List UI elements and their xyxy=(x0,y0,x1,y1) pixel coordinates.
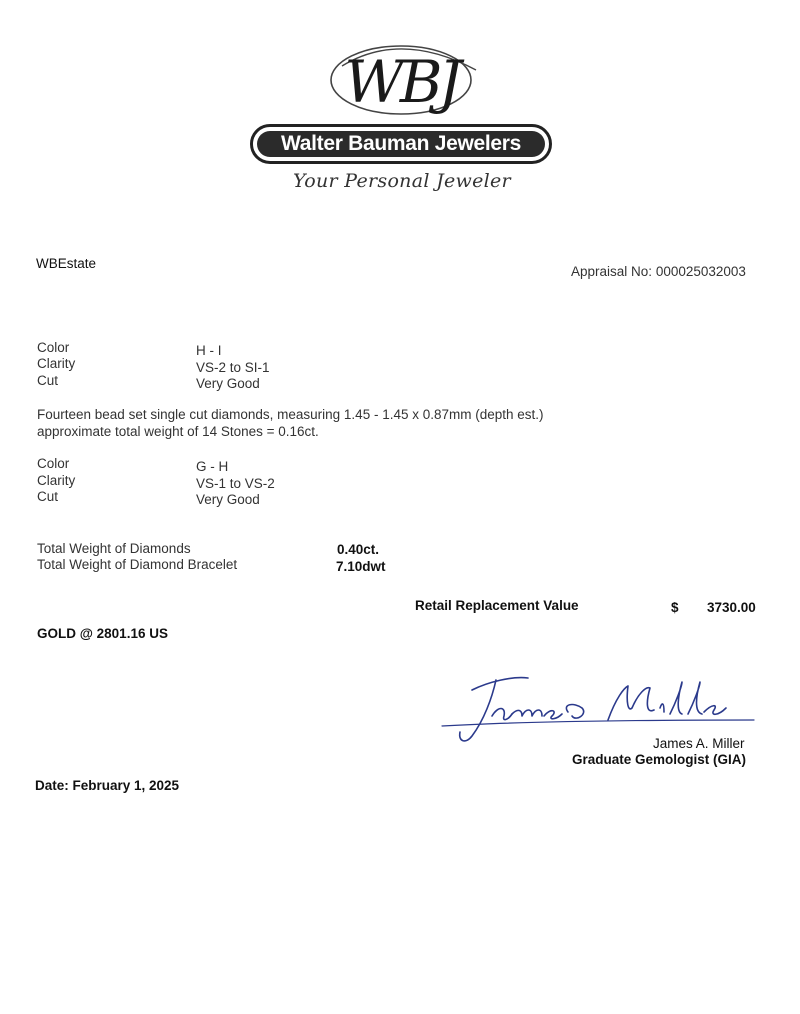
description-line-1: Fourteen bead set single cut diamonds, measuring 1.45 - 1.45 x 0.87mm (depth est.) xyxy=(37,407,544,422)
brand-banner xyxy=(250,124,552,164)
cut-value: Very Good xyxy=(196,492,260,507)
cut-value: Very Good xyxy=(196,376,260,391)
color-label: Color xyxy=(37,456,70,471)
clarity-value: VS-1 to VS-2 xyxy=(196,476,275,491)
cut-label: Cut xyxy=(37,489,59,504)
brand-tagline: Your Personal Jeweler xyxy=(293,170,511,192)
cut-label: Cut xyxy=(37,373,59,388)
retail-value-label: Retail Replacement Value xyxy=(415,598,579,613)
appraisal-label: Appraisal No: xyxy=(571,264,653,279)
color-value: H - I xyxy=(196,343,222,358)
gold-price: GOLD @ 2801.16 US xyxy=(37,626,168,641)
signer-title: Graduate Gemologist (GIA) xyxy=(572,752,747,767)
color-value: G - H xyxy=(196,459,229,474)
retail-currency: $ xyxy=(671,600,679,615)
color-label: Color xyxy=(37,340,70,355)
client-name: WBEstate xyxy=(36,256,97,271)
appraisal-value: 000025032003 xyxy=(655,264,746,279)
total-diamonds-label: Total Weight of Diamonds xyxy=(37,541,191,556)
appraisal-date: Date: February 1, 2025 xyxy=(35,778,180,793)
brand-name: Walter Bauman Jewelers xyxy=(257,131,545,157)
total-bracelet-value: 7.10dwt xyxy=(336,559,386,574)
signer-name: James A. Miller xyxy=(653,736,745,751)
clarity-value: VS-2 to SI-1 xyxy=(196,360,270,375)
appraisal-number xyxy=(571,264,746,279)
total-bracelet-label: Total Weight of Diamond Bracelet xyxy=(37,557,238,572)
description-line-2: approximate total weight of 14 Stones = 0.16ct. xyxy=(37,424,319,439)
clarity-label: Clarity xyxy=(37,356,76,371)
logo-monogram: WBJ xyxy=(344,48,458,116)
total-diamonds-value: 0.40ct. xyxy=(337,542,380,557)
retail-value: 3730.00 xyxy=(707,600,756,615)
company-logo xyxy=(250,40,552,124)
clarity-label: Clarity xyxy=(37,473,76,488)
